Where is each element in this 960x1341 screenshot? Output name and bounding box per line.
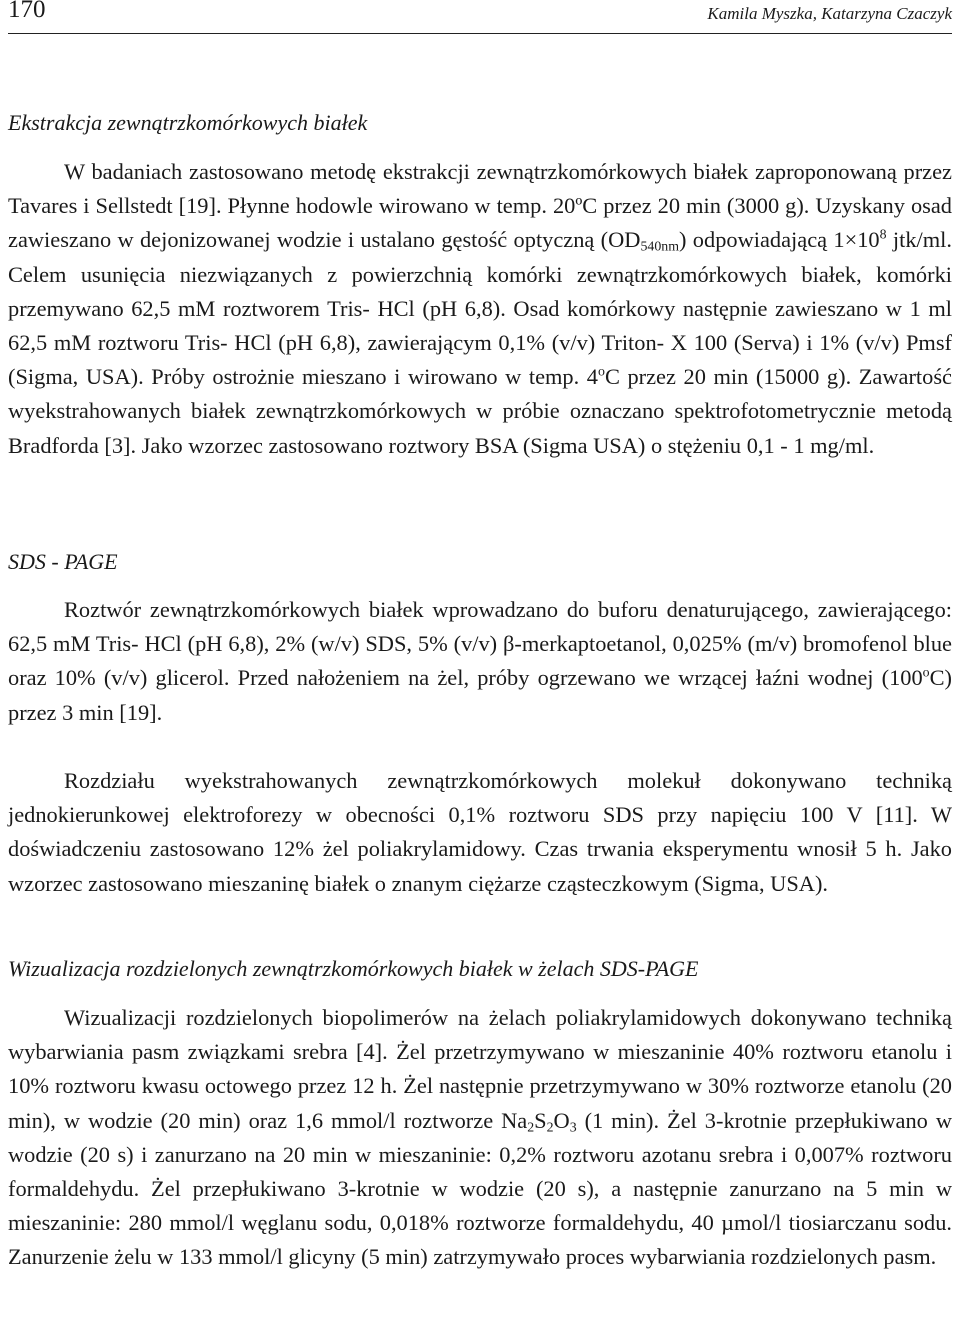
paragraph-sds-page-electrophoresis: Rozdziału wyekstrahowanych zewnątrzkomórkowych molekuł dokonywano techniką jednokierunkowej elektroforezy w obecności 0,1% roztworu SDS przy napięciu 100 V [11]. W doświadczeniu zastosowano 12% żel poliakrylamidowy. Czas trwania eksperymentu wnosił 5 h. Jako wzorzec zastosowano mieszaninę białek o znanym ciężarze cząsteczkowym (Sigma, USA). [8,768,952,896]
subscript: 2 [546,1120,554,1136]
superscript-degree: o [598,364,605,380]
running-head: Kamila Myszka, Katarzyna Czaczyk [707,4,952,23]
text-segment: ) odpowiadającą 1×10 [679,227,880,253]
text-segment: Roztwór zewnątrzkomórkowych białek wprowadzano do buforu denaturującego, zawierającego: 62,5 mM Tris- HCl (pH 6,8), 2% (w/v) SDS, 5% (v/v) β-merkaptoetanol, 0,025% (m/v) bromofenol blue oraz 10% (v/v) glicerol. Przed nałożeniem na żel, próby ogrzewano we wrzącej łaźni wodnej (100 [8,597,952,691]
subscript-wavelength: 540nm [640,239,680,255]
paragraph-ekstrakcja [8,155,952,463]
text-segment: Wizualizacji rozdzielonych biopolimerów na żelach poliakrylamidowych dokonywano techniką wybarwiania pasm związkami srebra [4]. Żel przetrzymywano w mieszaninie 40% roztworu etanolu i 10% roztworu kwasu octowego przez 12 h. Żel następnie przetrzymywano w 30% roztworze etanolu (20 min), w wodzie (20 min) oraz 1,6 mmol/l roztworze Na [8,1005,952,1133]
section-title-ekstrakcja: Ekstrakcja zewnątrzkomórkowych białek [8,110,368,135]
page-header [8,0,952,34]
section-title-sds-page: SDS - PAGE [8,549,118,574]
text-segment: S [534,1107,547,1133]
text-segment: C) przez 3 min [19]. [8,665,952,725]
text-segment: (1 min). Żel 3-krotnie przepłukiwano w wodzie (20 s) i zanurzano na 20 min w mieszaninie: 0,2% roztworu azotanu srebra i 0,007% roztworu formaldehydu. Żel przepłukiwano 3-krotnie w wodzie (20 s), a następnie zanurzano na 5 min w mieszaninie: 280 mmol/l węglanu sodu, 0,018% roztworze formaldehydu, 40 µmol/l tiosiarczanu sodu. Zanurzenie żelu w 133 mmol/l glicyny (5 min) zatrzymywało proces wybarwiania rozdzielonych pasm. [8,1107,952,1270]
paragraph-sds-page-buffer [8,593,952,730]
page-number: 170 [8,0,46,23]
subscript: 2 [527,1120,535,1136]
text-segment: O [553,1107,570,1133]
superscript-degree: o [922,666,930,682]
section-title-wizualizacja: Wizualizacja rozdzielonych zewnątrzkomórkowych białek w żelach SDS-PAGE [8,956,699,981]
text-segment: C przez 20 min (15000 g). Zawartość wyekstrahowanych białek zewnątrzkomórkowych w próbie oznaczano spektrofotometrycznie metodą Bradforda [3]. Jako wzorzec zastosowano roztwory BSA (Sigma USA) o stężeniu 0,1 - 1 mg/ml. [8,364,952,458]
text-segment: W badaniach zastosowano metodę ekstrakcji zewnątrzkomórkowych białek zaproponowaną przez Tavares i Sellstedt [19]. Płynne hodowle wirowano w temp. 20ºC przez 20 min (3000 g). Uzyskany osad zawieszano w dejonizowanej wodzie i ustalano gęstość optyczną (OD [8,159,952,253]
text-segment: jtk/ml. Celem usunięcia niezwiązanych z powierzchnią komórki zewnątrzkomórkowych białek, komórki przemywano 62,5 mM roztworem Tris- HCl (pH 6,8). Osad komórkowy następnie zawieszano w 1 ml 62,5 mM roztworu Tris- HCl (pH 6,8), zawierającym 0,1% (v/v) Triton- X 100 (Serva) i 1% (v/v) Pmsf (Sigma, USA). Próby ostrożnie mieszano i wirowano w temp. 4 [8,227,952,390]
paragraph-wizualizacja [8,1001,952,1275]
superscript-exponent: 8 [879,228,887,244]
subscript: 3 [569,1120,577,1136]
